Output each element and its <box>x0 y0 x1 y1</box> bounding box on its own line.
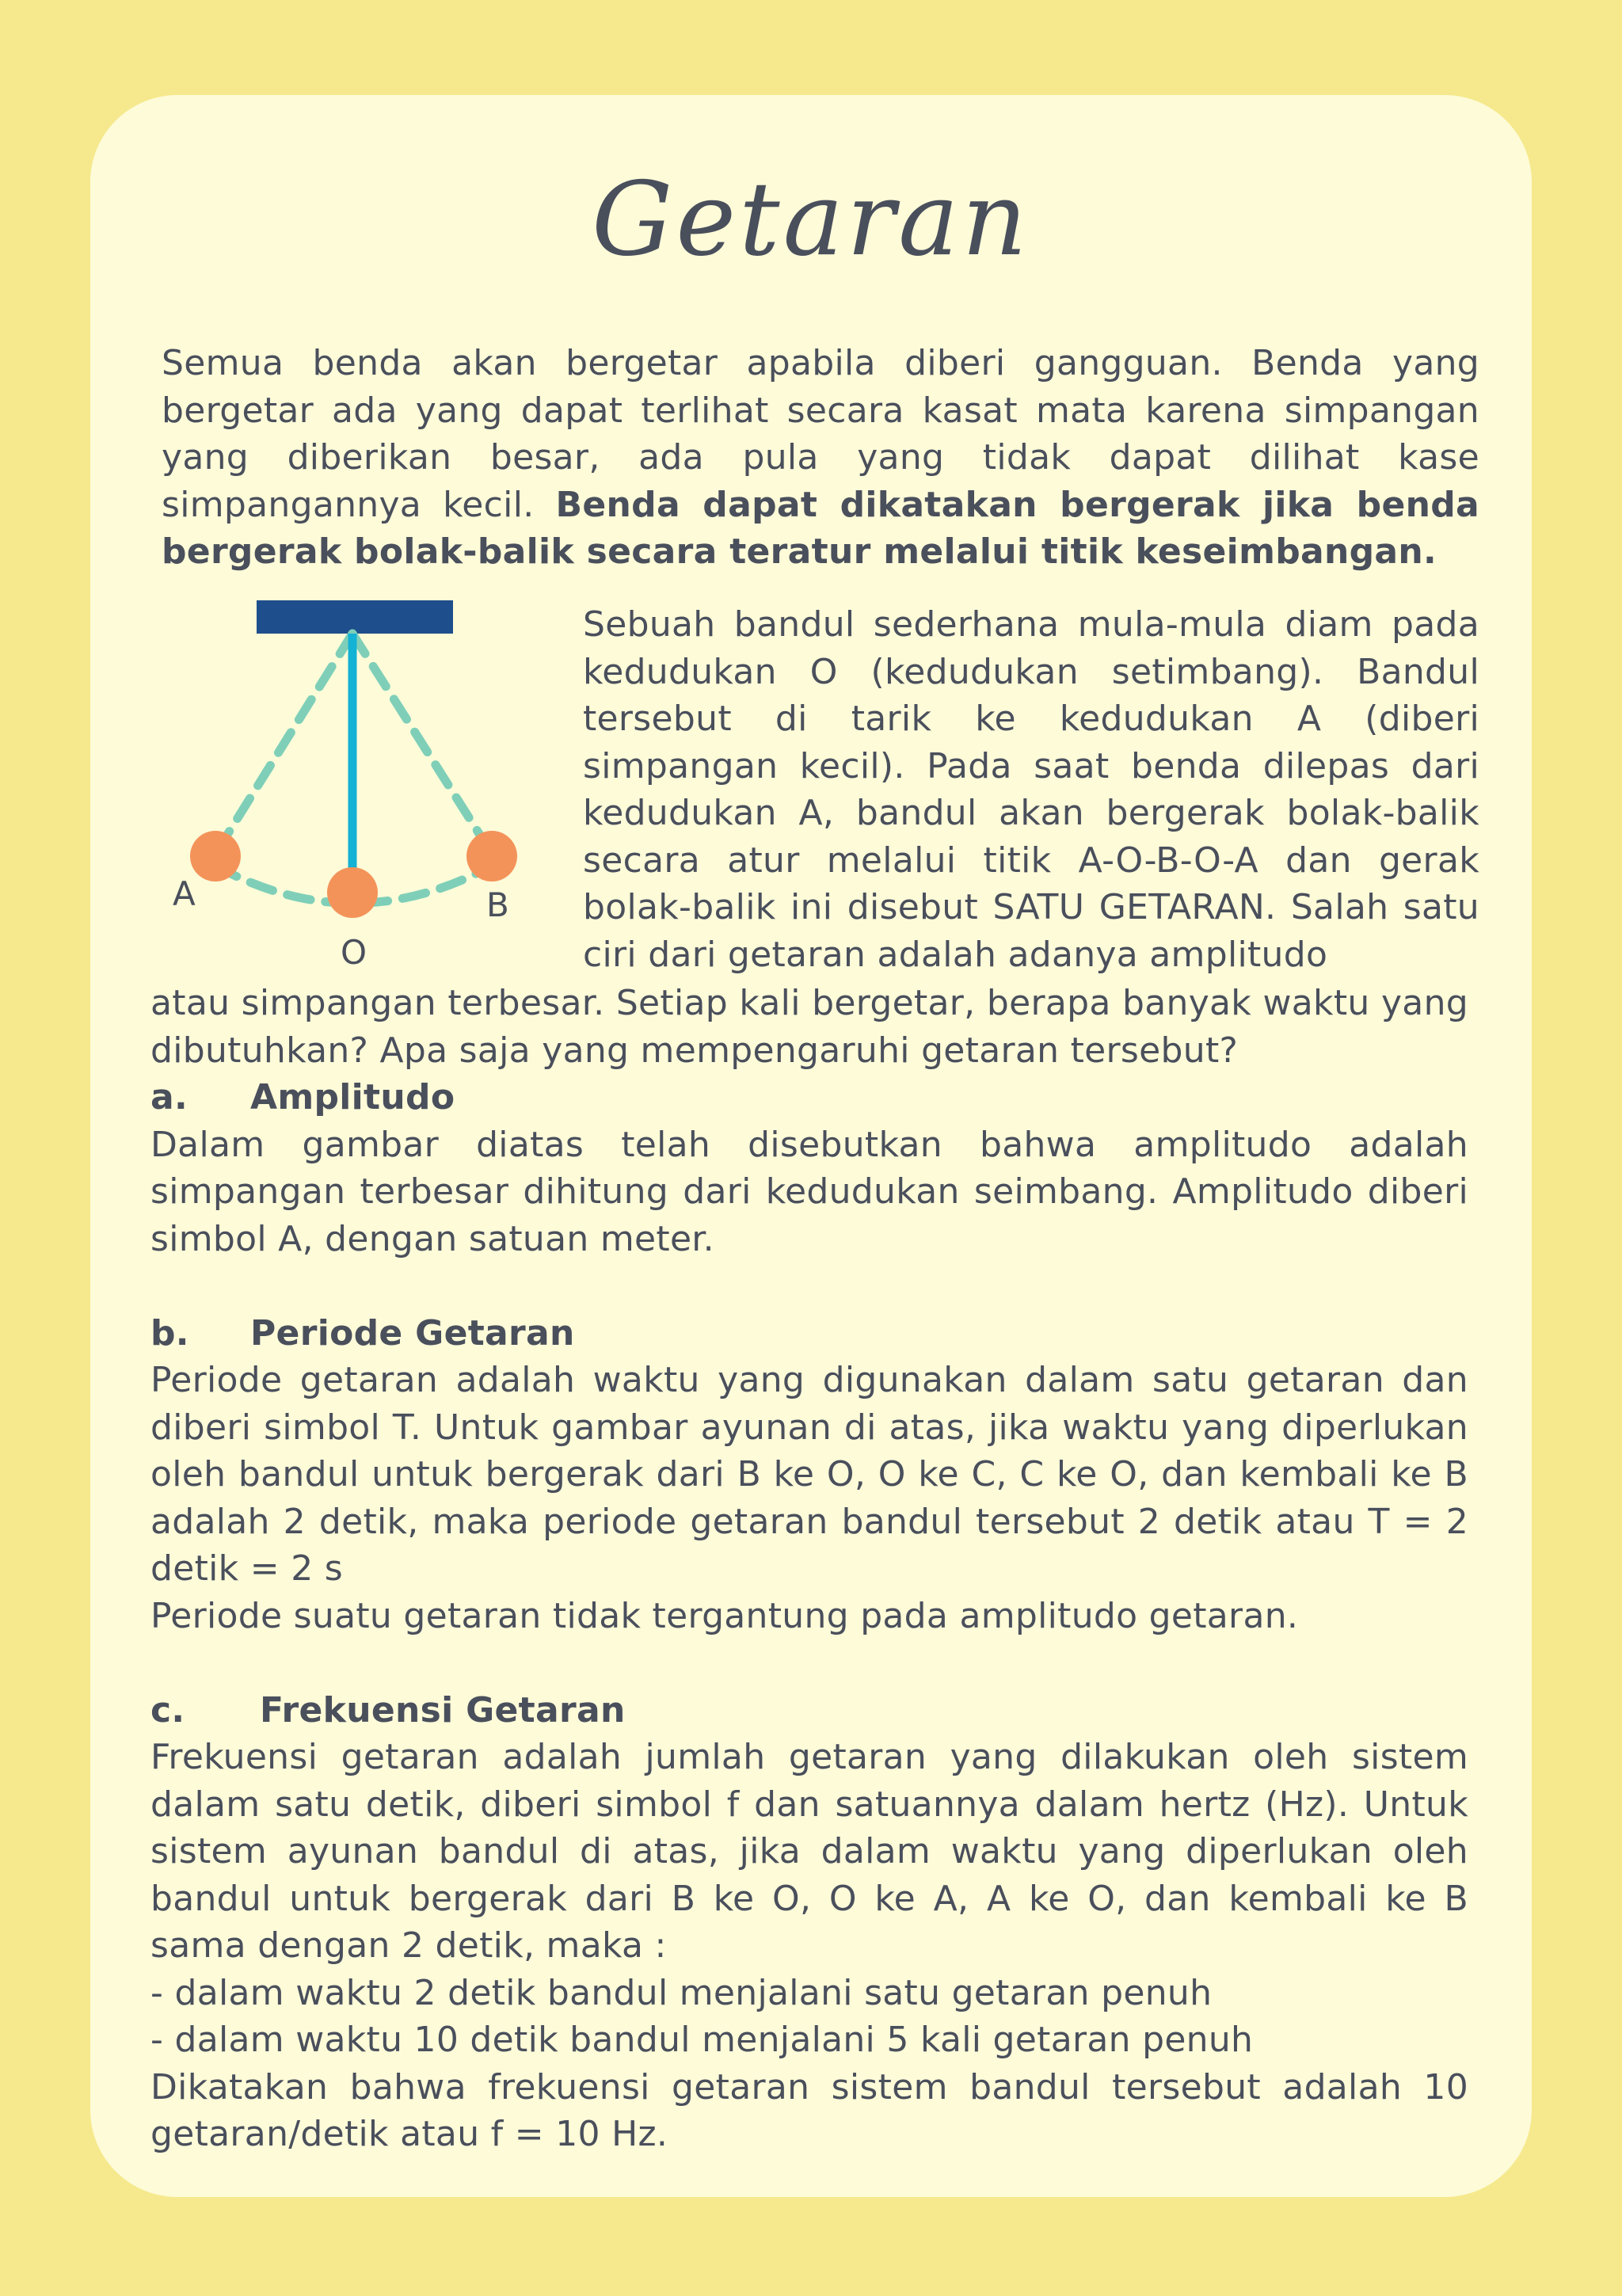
pendulum-bob-o <box>327 867 378 918</box>
section-b-text: Periode getaran adalah waktu yang digunakan dalam satu getaran dan diberi simbol T. Untuk gambar ayunan di atas, jika waktu yang diperlukan oleh bandul untuk bergerak dari B ke O, O ke C, C ke O, dan kembali ke B adalah 2 detik, maka periode getaran bandul tersebut 2 detik atau T = 2 detik = 2 s <box>150 1360 1468 1589</box>
section-c-number: c. <box>150 1689 185 1731</box>
pendulum-diagram <box>150 592 531 980</box>
pendulum-bob-b <box>466 831 517 881</box>
section-c-heading <box>150 1687 1468 1734</box>
section-a-title: Amplitudo <box>250 1077 455 1118</box>
label-a: A <box>173 874 196 913</box>
pendulum-description: Sebuah bandul sederhana mula-mula diam pada kedudukan O (kedudukan setimbang). Bandul tersebut di tarik ke kedudukan A (diberi simpangan kecil). Pada saat benda dilepas dari kedudukan A, bandul akan bergerak bolak-balik secara atur melalui titik A-O-B-O-A dan gerak bolak-balik ini disebut SATU GETARAN. Salah satu ciri dari getaran adalah adanya amplitudo <box>583 604 1479 975</box>
section-c-text: Frekuensi getaran adalah jumlah getaran yang dilakukan oleh sistem dalam satu detik, diberi simbol f dan satuannya dalam hertz (Hz). Untuk sistem ayunan bandul di atas, jika dalam waktu yang diperlukan oleh bandul untuk bergerak dari B ke O, O ke A, A ke O, dan kembali ke B sama dengan 2 detik, maka : <box>150 1737 1468 1966</box>
section-b-title: Periode Getaran <box>250 1312 575 1354</box>
intro-paragraph <box>162 340 1479 576</box>
section-c-bullet-1: - dalam waktu 2 detik bandul menjalani satu getaran penuh <box>150 1972 1213 2013</box>
pendulum-path-left <box>215 634 352 854</box>
label-o: O <box>341 933 367 972</box>
label-b: B <box>486 885 509 924</box>
section-c-conclusion: Dikatakan bahwa frekuensi getaran sistem bandul tersebut adalah 10 getaran/detik atau f = 10 Hz. <box>150 2066 1468 2154</box>
section-a-text: Dalam gambar diatas telah disebutkan bahwa amplitudo adalah simpangan terbesar dihitung dari kedudukan seimbang. Amplitudo diberi simbol A, dengan satuan meter. <box>150 1124 1468 1259</box>
intro-bold-text: Benda dapat dikatakan bergerak jika benda bergerak bolak-balik secara teratur melalui titik keseimbangan. <box>162 484 1480 572</box>
intro-text: Semua benda akan bergetar apabila diberi gangguan. Benda yang bergetar ada yang dapat terlihat secara kasat mata karena simpangan yang diberikan besar, ada pula yang tidak dapat dilihat kase simpangannya kecil. <box>162 343 1479 525</box>
section-c-bullet-2: - dalam waktu 10 detik bandul menjalani 5 kali getaran penuh <box>150 2020 1254 2060</box>
section-c-title: Frekuensi Getaran <box>260 1689 626 1731</box>
section-b-note: Periode suatu getaran tidak tergantung pada amplitudo getaran. <box>150 1595 1299 1636</box>
page-title: Getaran <box>592 161 1030 279</box>
section-b-heading <box>150 1310 1468 1357</box>
continuation-text: atau simpangan terbesar. Setiap kali bergetar, berapa banyak waktu yang dibutuhkan? Apa saja yang mempengaruhi getaran tersebut? <box>150 983 1468 1071</box>
section-a-number: a. <box>150 1077 188 1118</box>
main-body <box>150 980 1468 2158</box>
section-b-number: b. <box>150 1312 189 1354</box>
section-a-heading <box>150 1074 1468 1121</box>
pendulum-bob-a <box>190 831 241 881</box>
pendulum-support <box>257 600 453 634</box>
pendulum-path-right <box>352 634 492 854</box>
